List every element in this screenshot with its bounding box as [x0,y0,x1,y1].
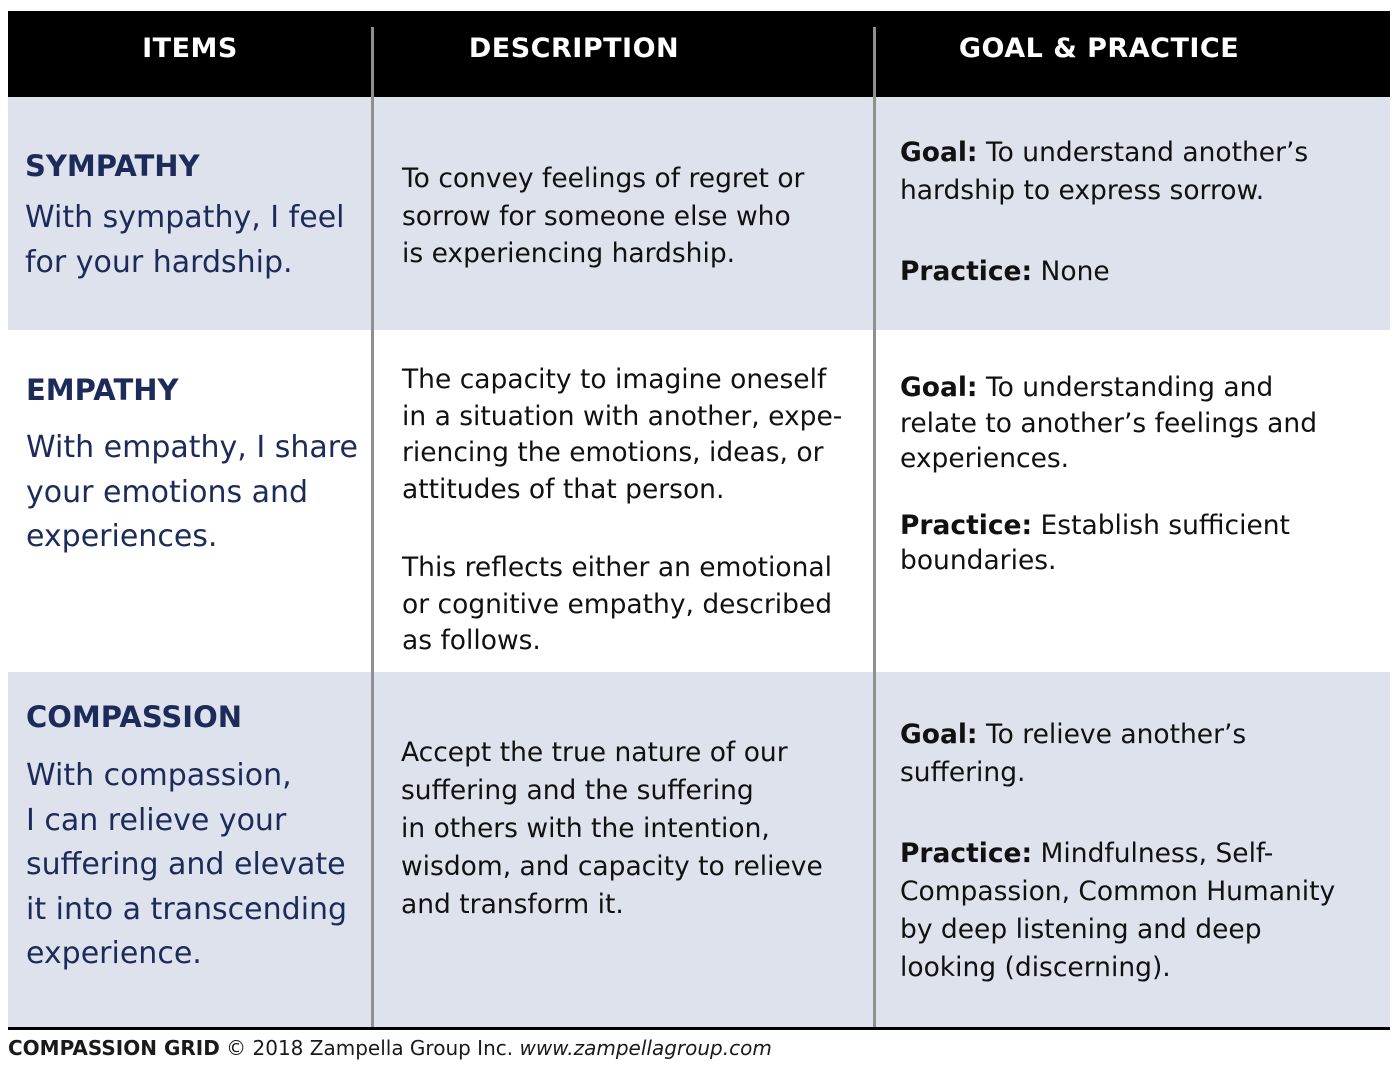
practice-sympathy [900,253,1380,291]
description-compassion: Accept the true nature of our suffering and the suffering in others with the intention, wisdom, and capacity to relieve and transform it. [401,737,823,920]
practice-label: Practice: [900,256,1033,287]
footer-credit [8,1036,772,1060]
goal-text: To understanding and relate to another’s feelings and experiences. [900,372,1318,474]
column-divider-1 [371,27,374,1029]
goal-text: To understand another’s hardship to express sorrow. [900,137,1309,206]
description-empathy: The capacity to imagine oneself in a situation with another, expe- riencing the emotions, ideas, or attitudes of that person. [402,364,843,505]
table-row-empathy [8,330,1390,672]
description-empathy-2: This reflects either an emotional or cognitive empathy, described as follows. [402,552,833,656]
goal-label: Goal: [900,372,978,403]
goal-compassion [900,716,1380,792]
items-cell [26,699,371,977]
practice-compassion [900,835,1380,987]
header-description: DESCRIPTION [468,32,680,64]
practice-text: Mindfulness, Self- Compassion, Common Humanity by deep listening and deep looking (discerning). [900,838,1336,983]
goal-practice-cell [900,134,1380,291]
description-cell [401,734,871,924]
description-sympathy: To convey feelings of regret or sorrow for someone else who is experiencing hardship. [402,163,805,269]
goal-empathy [900,370,1380,477]
item-statement-sympathy: With sympathy, I feel for your hardship. [25,200,345,280]
practice-text: Establish sufficient boundaries. [900,509,1290,576]
goal-label: Goal: [900,719,978,750]
goal-sympathy [900,134,1380,209]
table-row-compassion [8,672,1390,1029]
goal-practice-cell [900,716,1380,987]
practice-label: Practice: [900,838,1033,869]
item-title-sympathy: SYMPATHY [25,149,200,183]
items-cell [25,148,370,285]
table-bottom-rule [8,1027,1390,1030]
item-statement-empathy: With empathy, I share your emotions and experiences. [26,430,358,554]
goal-practice-cell [900,370,1380,579]
description-cell [402,160,872,273]
practice-label: Practice: [900,509,1033,541]
practice-text: None [1032,256,1110,287]
item-statement-compassion: With compassion, I can relieve your suffering and elevate it into a transcending experience. [26,758,348,971]
goal-label: Goal: [900,137,978,168]
items-cell [26,372,371,560]
table-row-sympathy [8,97,1390,330]
practice-empathy [900,508,1380,579]
goal-text: To relieve another’s suffering. [900,719,1247,788]
description-cell [402,362,872,660]
header-goal-practice: GOAL & PRACTICE [958,32,1240,64]
footer-brand: COMPASSION GRID [8,1036,220,1060]
header-items: ITEMS [142,32,238,64]
footer-url: www.zampellagroup.com [519,1036,772,1060]
compassion-grid-table [8,11,1390,1029]
column-divider-2 [873,27,876,1029]
item-title-empathy: EMPATHY [26,373,179,407]
table-header [8,11,1390,97]
item-title-compassion: COMPASSION [26,700,243,734]
footer-copyright: © 2018 Zampella Group Inc. [219,1036,520,1060]
